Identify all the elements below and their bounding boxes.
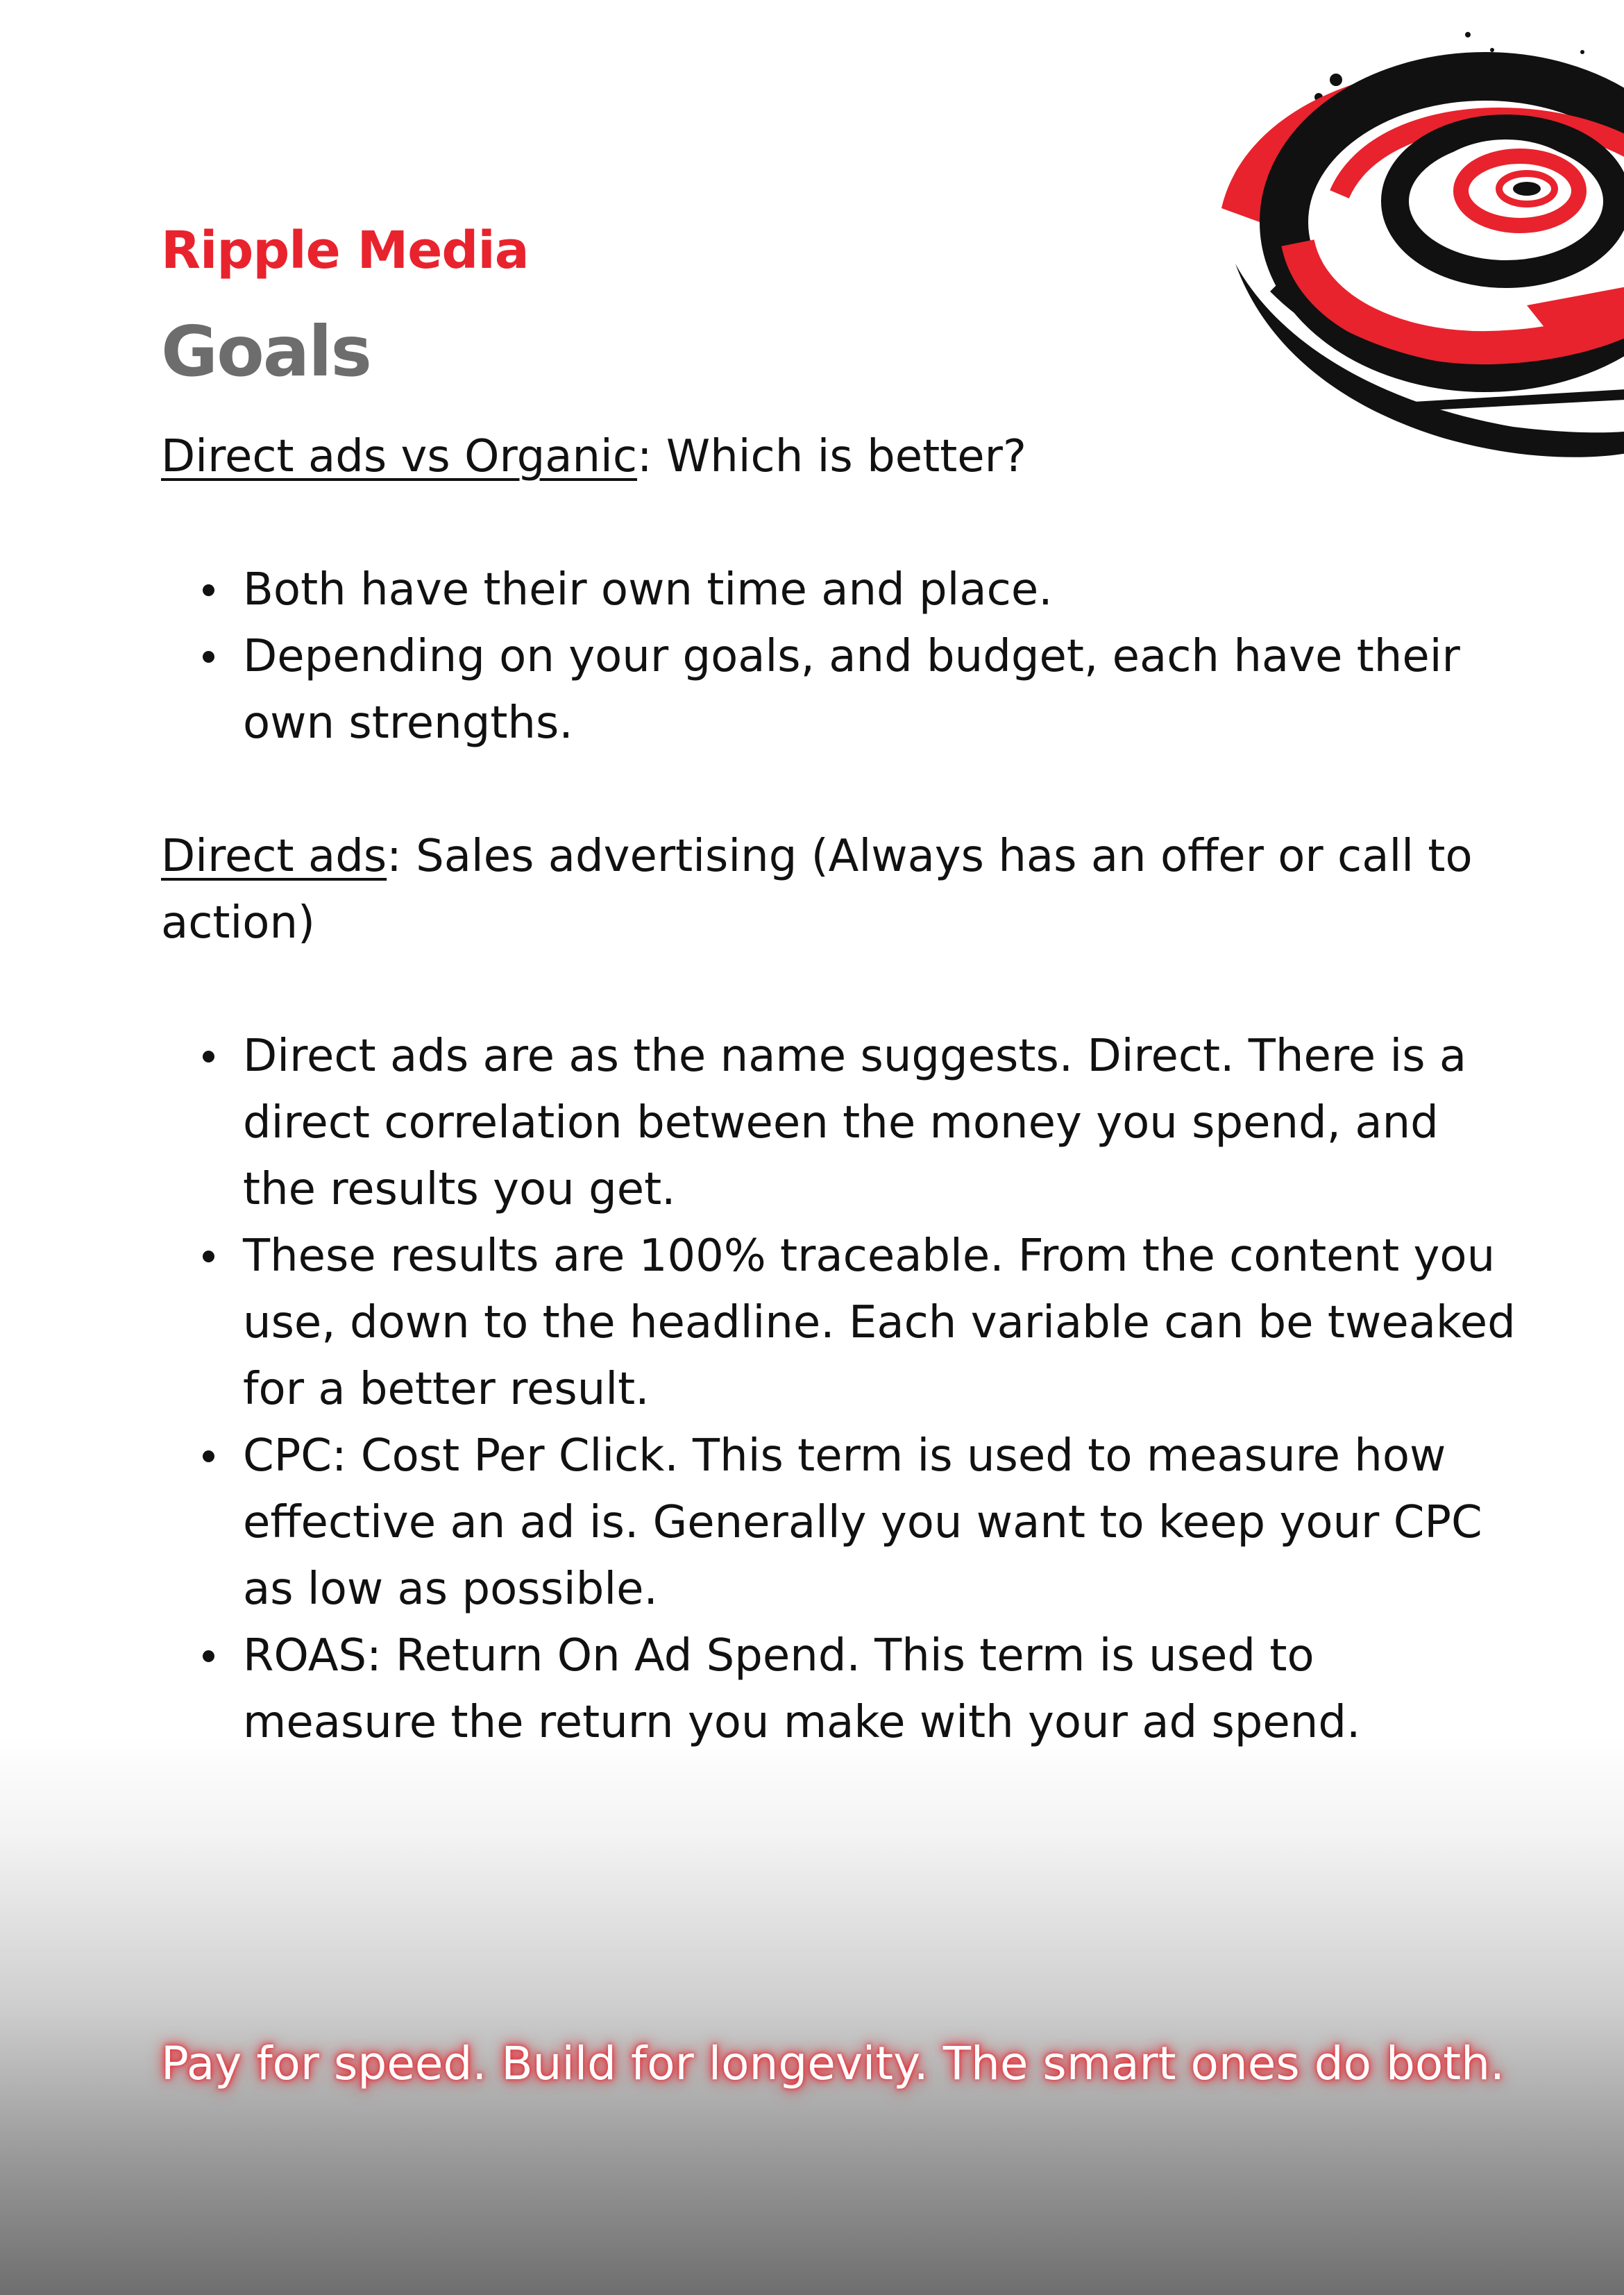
section1-heading-rest: : Which is better?	[637, 431, 1026, 482]
section1-heading-underlined: Direct ads vs Organic	[161, 431, 637, 482]
footer-gradient	[0, 1735, 1624, 2295]
list-item: CPC: Cost Per Click. This term is used to measure how effective an ad is. Generally you want to keep your CPC as low as possible.	[243, 1423, 1521, 1623]
page-title: Goals	[161, 311, 371, 392]
section2-heading	[161, 823, 1521, 956]
tagline: Pay for speed. Build for longevity. The smart ones do both.	[161, 2037, 1505, 2090]
bullet-icon	[203, 651, 214, 663]
list-item: Both have their own time and place.	[243, 557, 1521, 623]
main-content	[161, 423, 1521, 1756]
section1-heading	[161, 423, 1521, 490]
bullet-icon	[203, 1251, 214, 1262]
brand-name: Ripple Media	[161, 221, 529, 280]
section1-list	[161, 557, 1521, 756]
section2-heading-rest: : Sales advertising (Always has an offer or call to action)	[161, 831, 1473, 949]
swirl-logo-icon	[1194, 14, 1624, 458]
bullet-icon	[203, 1051, 214, 1062]
list-item: Depending on your goals, and budget, each have their own strengths.	[243, 623, 1521, 756]
section2-heading-underlined: Direct ads	[161, 831, 387, 882]
bullet-icon	[203, 1450, 214, 1462]
bullet-icon	[203, 1650, 214, 1662]
list-item: These results are 100% traceable. From the content you use, down to the headline. Each variable can be tweaked for a better result.	[243, 1223, 1521, 1423]
section2-list	[161, 1023, 1521, 1756]
list-item: Direct ads are as the name suggests. Direct. There is a direct correlation between the money you spend, and the results you get.	[243, 1023, 1521, 1223]
list-item: ROAS: Return On Ad Spend. This term is used to measure the return you make with your ad spend.	[243, 1623, 1521, 1756]
bullet-icon	[203, 584, 214, 596]
